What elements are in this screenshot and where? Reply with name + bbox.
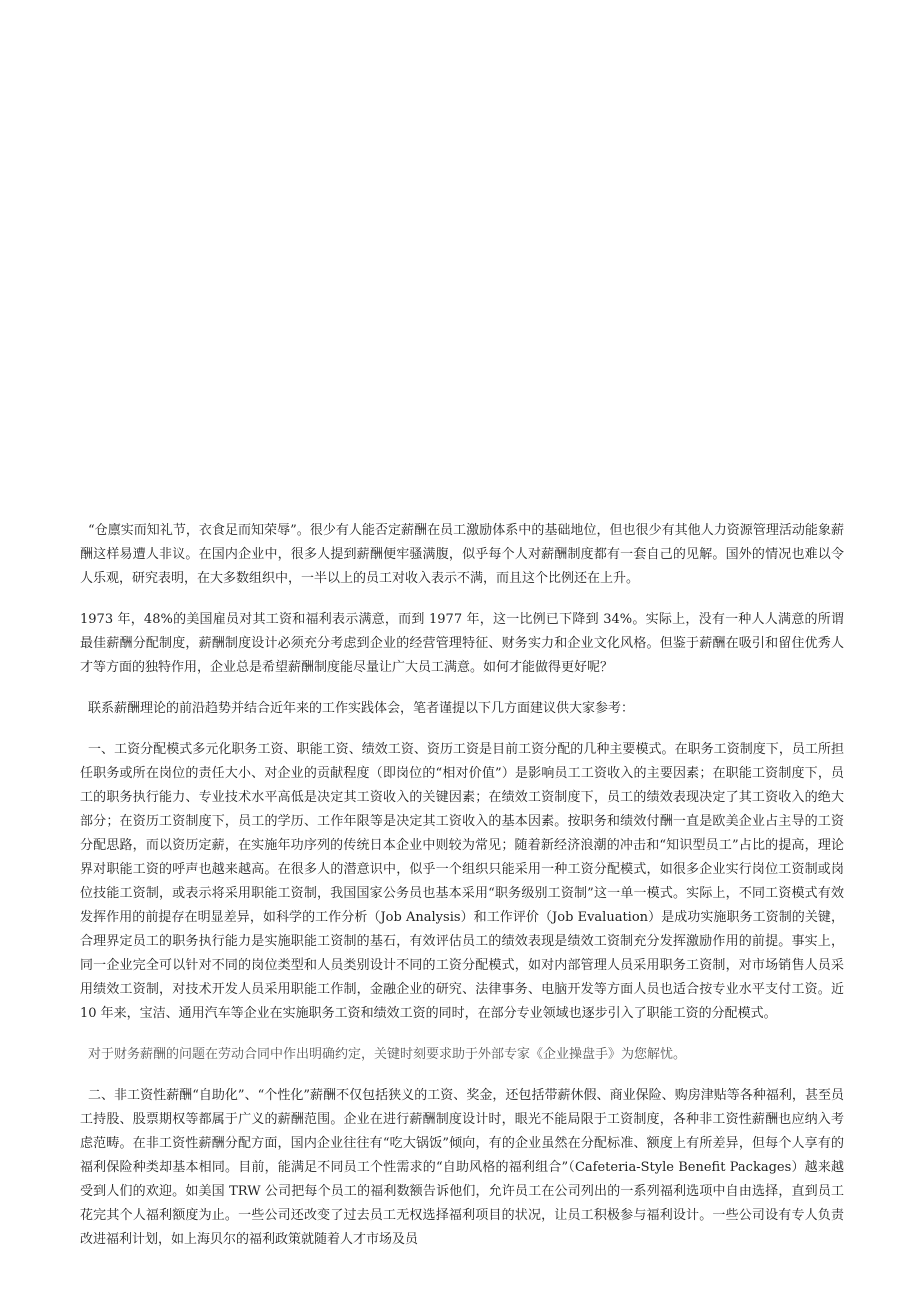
document-body [80,519,844,1269]
paragraph-4: 一、工资分配模式多元化职务工资、职能工资、绩效工资、资历工资是目前工资分配的几种主要模式。在职务工资制度下，员工所担任职务或所在岗位的责任大小、对企业的贡献程度（即岗位的“相对价值”）是影响员工工资收入的主要因素；在职能工资制度下，员工的职务执行能力、专业技术水平高低是决定其工资收入的关键因素；在绩效工资制度下，员工的绩效表现决定了其工资收入的绝大部分；在资历工资制度下，员工的学历、工作年限等是决定其工资收入的基本因素。按职务和绩效付酬一直是欧美企业占主导的工资分配思路，而以资历定薪，在实施年功序列的传统日本企业中则较为常见；随着新经济浪潮的冲击和“知识型员工”占比的提高，理论界对职能工资的呼声也越来越高。在很多人的潜意识中，似乎一个组织只能采用一种工资分配模式，如很多企业实行岗位工资制或岗位技能工资制，或表示将采用职能工资制，我国国家公务员也基本采用“职务级别工资制”这一单一模式。实际上，不同工资模式有效发挥作用的前提存在明显差异，如科学的工作分析（Job Analysis）和工作评价（Job Evaluation）是成功实施职务工资制的关键，合理界定员工的职务执行能力是实施职能工资制的基石，有效评估员工的绩效表现是绩效工资制充分发挥激励作用的前提。事实上，同一企业完全可以针对不同的岗位类型和人员类别设计不同的工资分配模式，如对内部管理人员采用职务工资制，对市场销售人员采用绩效工资制，对技术开发人员采用职能工作制，金融企业的研究、法律事务、电脑开发等方面人员也适合按专业水平支付工资。近 10 年来，宝洁、通用汽车等企业在实施职务工资和绩效工资的同时，在部分专业领域也逐步引入了职能工资的分配模式。 [80,742,844,1021]
paragraph-6: 二、非工资性薪酬“自助化”、“个性化”薪酬不仅包括狭义的工资、奖金，还包括带薪休假、商业保险、购房津贴等各种福利，甚至员工持股、股票期权等都属于广义的薪酬范围。企业在进行薪酬制度设计时，眼光不能局限于工资制度，各种非工资性薪酬也应纳入考虑范畴。在非工资性薪酬分配方面，国内企业往往有“吃大锅饭”倾向，有的企业虽然在分配标准、额度上有所差异，但每个人享有的福利保险种类却基本相同。目前，能满足不同员工个性需求的“自助风格的福利组合”（Cafeteria-Style Benefit Packages）越来越受到人们的欢迎。如美国 TRW 公司把每个员工的福利数额告诉他们，允许员工在公司列出的一系列福利选项中自由选择，直到员工花完其个人福利额度为止。一些公司还改变了过去员工无权选择福利项目的状况，让员工积极参与福利设计。一些公司设有专人负责改进福利计划，如上海贝尔的福利政策就随着人才市场及员 [80,1088,844,1247]
paragraph-5: 对于财务薪酬的问题在劳动合同中作出明确约定，关键时刻要求助于外部专家《企业操盘手》为您解忧。 [88,1047,687,1062]
paragraph-2: 1973 年，48%的美国雇员对其工资和福利表示满意，而到 1977 年，这一比例已下降到 34%。实际上，没有一种人人满意的所谓最佳薪酬分配制度，薪酬制度设计必须充分考虑到企业的经营管理特征、财务实力和企业文化风格。但鉴于薪酬在吸引和留住优秀人才等方面的独特作用，企业总是希望薪酬制度能尽量让广大员工满意。如何才能做得更好呢？ [80,612,844,675]
paragraph-3: 联系薪酬理论的前沿趋势并结合近年来的工作实践体会，笔者谨提以下几方面建议供大家参考： [88,701,635,716]
paragraph-1: “仓廪实而知礼节，衣食足而知荣辱”。很少有人能否定薪酬在员工激励体系中的基础地位，但也很少有其他人力资源管理活动能象薪酬这样易遭人非议。在国内企业中，很多人提到薪酬便牢骚满腹，似乎每个人对薪酬制度都有一套自己的见解。国外的情况也难以令人乐观，研究表明，在大多数组织中，一半以上的员工对收入表示不满，而且这个比例还在上升。 [80,523,844,586]
